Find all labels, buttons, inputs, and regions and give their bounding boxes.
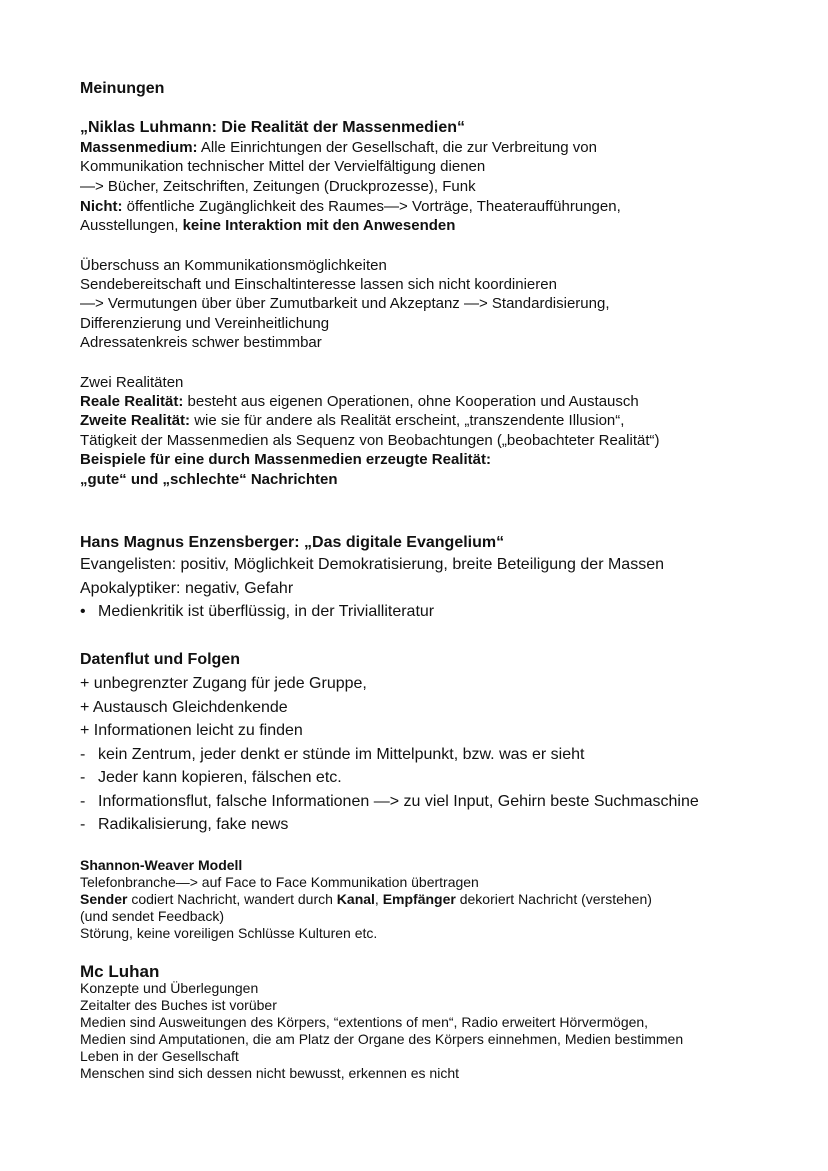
dash-icon: -	[80, 746, 86, 763]
text-line: Evangelisten: positiv, Möglichkeit Demokratisierung, breite Beteiligung der Massen	[80, 556, 664, 573]
text-line: Differenzierung und Vereinheitlichung	[80, 315, 330, 332]
text-line: Überschuss an Kommunikationsmöglichkeiten	[80, 257, 387, 274]
pro-item: + Austausch Gleichdenkende	[80, 699, 288, 716]
pro-item: + Informationen leicht zu finden	[80, 722, 303, 739]
con-text: Jeder kann kopieren, fälschen etc.	[98, 769, 342, 786]
text-line	[80, 138, 597, 157]
dash-icon: -	[80, 769, 86, 786]
term-sender: Sender	[80, 891, 128, 907]
con-item	[80, 815, 288, 835]
con-item	[80, 792, 699, 812]
text-line: Störung, keine voreiligen Schlüsse Kulturen etc.	[80, 925, 378, 941]
section-title-enzensberger: Hans Magnus Enzensberger: „Das digitale Evangelium“	[80, 534, 505, 551]
term-massenmedium: Massenmedium:	[80, 139, 198, 156]
text-line: Menschen sind sich dessen nicht bewusst, erkennen es nicht	[80, 1065, 459, 1081]
text-line: —> Vermutungen über über Zumutbarkeit und Akzeptanz —> Standardisierung,	[80, 295, 610, 312]
text-line: Kommunikation technischer Mittel der Vervielfältigung dienen	[80, 158, 486, 175]
bullet-icon: •	[80, 603, 86, 620]
term-kanal: Kanal	[336, 891, 375, 907]
bullet-text: Medienkritik ist überflüssig, in der Trivialliteratur	[98, 603, 435, 620]
text-line: —> Bücher, Zeitschriften, Zeitungen (Druckprozesse), Funk	[80, 178, 476, 195]
text-line: Zeitalter des Buches ist vorüber	[80, 997, 277, 1013]
emphasis-line: Beispiele für eine durch Massenmedien erzeugte Realität:	[80, 451, 491, 468]
text-line	[80, 411, 624, 430]
term-nicht: Nicht:	[80, 198, 123, 215]
text-line: (und sendet Feedback)	[80, 908, 224, 924]
term-reale-realitaet: Reale Realität:	[80, 393, 184, 410]
text-span: dekoriert Nachricht (verstehen)	[455, 891, 652, 907]
con-text: Radikalisierung, fake news	[98, 816, 289, 833]
emphasis-text: keine Interaktion mit den Anwesenden	[182, 217, 456, 234]
term-empfaenger: Empfänger	[382, 891, 456, 907]
text-span: Alle Einrichtungen der Gesellschaft, die zur Verbreitung von	[197, 139, 597, 156]
section-title-luhmann: „Niklas Luhmann: Die Realität der Massenmedien“	[80, 119, 465, 136]
text-line: Tätigkeit der Massenmedien als Sequenz von Beobachtungen („beobachteter Realität“)	[80, 432, 660, 449]
con-text: Informationsflut, falsche Informationen —> zu viel Input, Gehirn beste Suchmaschine	[98, 793, 699, 810]
text-line	[80, 392, 639, 411]
text-span: codiert Nachricht, wandert durch	[127, 891, 337, 907]
emphasis-line: „gute“ und „schlechte“ Nachrichten	[80, 471, 338, 488]
text-line: Leben in der Gesellschaft	[80, 1048, 239, 1064]
text-line: Telefonbranche—> auf Face to Face Kommunikation übertragen	[80, 874, 479, 890]
section-title-datenflut: Datenflut und Folgen	[80, 651, 240, 668]
text-line: Konzepte und Überlegungen	[80, 980, 259, 996]
text-line	[80, 197, 621, 216]
text-span: Ausstellungen,	[80, 217, 183, 234]
text-span: besteht aus eigenen Operationen, ohne Kooperation und Austausch	[183, 393, 639, 410]
con-item	[80, 745, 584, 765]
text-line: Medien sind Ausweitungen des Körpers, “extentions of men“, Radio erweitert Hörvermögen,	[80, 1014, 649, 1030]
term-zweite-realitaet: Zweite Realität:	[80, 412, 191, 429]
text-line: Adressatenkreis schwer bestimmbar	[80, 334, 322, 351]
text-line: Medien sind Amputationen, die am Platz der Organe des Körpers einnehmen, Medien bestimmen	[80, 1031, 684, 1047]
con-text: kein Zentrum, jeder denkt er stünde im Mittelpunkt, bzw. was er sieht	[98, 746, 585, 763]
text-line	[80, 216, 455, 235]
text-span: öffentliche Zugänglichkeit des Raumes—> Vorträge, Theateraufführungen,	[122, 198, 621, 215]
text-span: ,	[374, 891, 383, 907]
text-span: wie sie für andere als Realität erscheint, „transzendente Illusion“,	[190, 412, 625, 429]
section-title-mc-luhan: Mc Luhan	[80, 962, 160, 981]
section-title-shannon-weaver: Shannon-Weaver Modell	[80, 857, 243, 873]
text-line: Apokalyptiker: negativ, Gefahr	[80, 580, 294, 597]
text-line: Zwei Realitäten	[80, 374, 184, 391]
bullet-item	[80, 602, 434, 622]
heading-meinungen: Meinungen	[80, 80, 165, 97]
pro-item: + unbegrenzter Zugang für jede Gruppe,	[80, 675, 367, 692]
con-item	[80, 768, 342, 788]
text-line: Sendebereitschaft und Einschaltinteresse lassen sich nicht koordinieren	[80, 276, 557, 293]
dash-icon: -	[80, 816, 86, 833]
dash-icon: -	[80, 793, 86, 810]
text-line	[80, 891, 652, 908]
